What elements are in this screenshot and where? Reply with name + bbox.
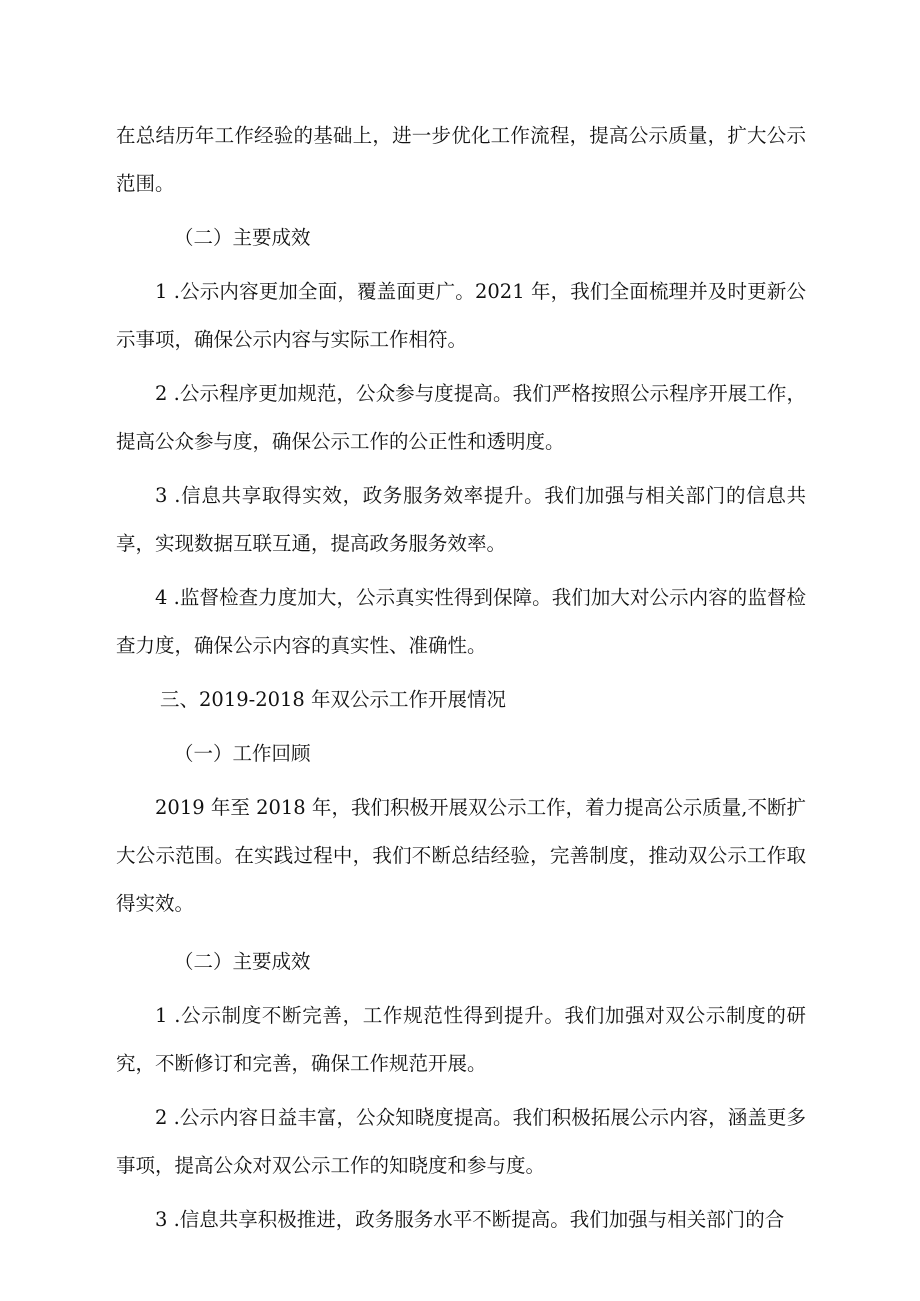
achievement-item-2019-2: 2 .公示内容日益丰富，公众知晓度提高。我们积极拓展公示内容，涵盖更多事项，提高公众对双公示工作的知晓度和参与度。 (116, 1106, 806, 1177)
achievement-item-2021-4: 4 .监督检查力度加大，公示真实性得到保障。我们加大对公示内容的监督检查力度，确保公示内容的真实性、准确性。 (116, 586, 806, 657)
achievements-heading-2019: （二）主要成效 (174, 950, 311, 973)
work-review-paragraph: 2019 年至 2018 年，我们积极开展双公示工作，着力提高公示质量,不断扩大公示范围。在实践过程中，我们不断总结经验，完善制度，推动双公示工作取得实效。 (116, 796, 806, 915)
achievement-item-2021-2: 2 .公示程序更加规范，公众参与度提高。我们严格按照公示程序开展工作，提高公众参与度，确保公示工作的公正性和透明度。 (116, 382, 806, 453)
achievement-item-2021-3: 3 .信息共享取得实效，政务服务效率提升。我们加强与相关部门的信息共享，实现数据互联互通，提高政务服务效率。 (116, 484, 806, 555)
work-review-heading: （一）工作回顾 (174, 742, 311, 765)
achievement-item-2021-1: 1 .公示内容更加全面，覆盖面更广。2021 年，我们全面梳理并及时更新公示事项，确保公示内容与实际工作相符。 (116, 280, 806, 351)
document-body (116, 112, 806, 1244)
section-3-heading: 三、2019-2018 年双公示工作开展情况 (160, 688, 507, 711)
intro-continuation: 在总结历年工作经验的基础上，进一步优化工作流程，提高公示质量，扩大公示范围。 (116, 124, 806, 195)
achievement-item-2019-3: 3 .信息共享积极推进，政务服务水平不断提高。我们加强与相关部门的合 (155, 1208, 785, 1231)
achievements-heading-2021: （二）主要成效 (174, 226, 311, 249)
achievement-item-2019-1: 1 .公示制度不断完善，工作规范性得到提升。我们加强对双公示制度的研究，不断修订和完善，确保工作规范开展。 (116, 1004, 806, 1075)
